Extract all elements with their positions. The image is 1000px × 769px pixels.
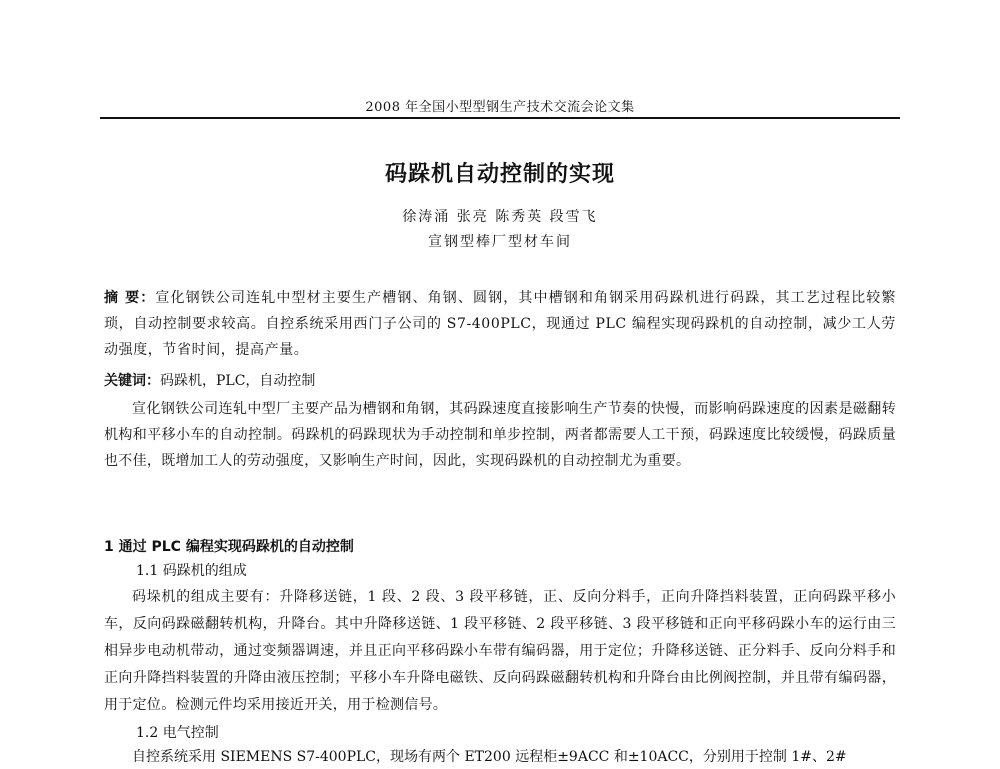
subsection-1-1-heading: 1.1 码跺机的组成 [136, 563, 247, 579]
abstract-text: 宣化钢铁公司连轧中型材主要生产槽钢、角钢、圆钢，其中槽钢和角钢采用码跺机进行码跺，其工艺过程比较繁琐，自动控制要求较高。自控系统采用西门子公司的 S7-400PLC，现通过 PLC 编程实现码跺机的自动控制，减少工人劳动强度，节省时间，提高产量。 [104, 290, 896, 358]
subsection-1-2-heading: 1.2 电气控制 [136, 725, 219, 741]
header-rule [100, 117, 900, 119]
paper-title: 码跺机自动控制的实现 [384, 161, 615, 187]
abstract-label: 摘 要： [104, 290, 156, 306]
running-header: 2008 年全国小型型钢生产技术交流会论文集 [365, 100, 635, 115]
keywords-label: 关键词： [104, 373, 160, 389]
intro-paragraph: 宣化钢铁公司连轧中型厂主要产品为槽钢和角钢，其码跺速度直接影响生产节奏的快慢，而影响码跺速度的因素是磁翻转机构和平移小车的自动控制。码跺机的码跺现状为手动控制和单步控制，两者都需要人工干预，码跺速度比较缓慢，码跺质量也不佳，既增加工人的劳动强度，又影响生产时间，因此，实现码跺机的自动控制尤为重要。 [104, 401, 896, 469]
subsection-1-2-paragraph: 自控系统采用 SIEMENS S7-400PLC，现场有两个 ET200 远程柜±9ACC 和±10ACC，分别用于控制 1#、2# [132, 749, 847, 765]
keywords-text: 码跺机，PLC，自动控制 [160, 373, 316, 389]
keywords [104, 369, 896, 393]
paper-authors: 徐涛涌 张亮 陈秀英 段雪飞 [402, 209, 598, 225]
abstract [104, 285, 896, 363]
subsection-1-1-paragraph: 码垛机的组成主要有：升降移送链，1 段、2 段、3 段平移链，正、反向分料手，正向升降挡料装置，正向码跺平移小车，反向码跺磁翻转机构，升降台。其中升降移送链、1 段平移链、2 段平移链、3 段平移链和正向平移码跺小车的运行由三相异步电动机带动，通过变频器调速，并且正向平移码跺小车带有编码器，用于定位；升降移送链、正分料手、反向分料手和正向升降挡料装置的升降由液压控制；平移小车升降电磁铁、反向码跺磁翻转机构和升降台由比例阀控制，并且带有编码器，用于定位。检测元件均采用接近开关，用于检测信号。 [104, 589, 896, 713]
section-1-heading: 1 通过 PLC 编程实现码跺机的自动控制 [104, 539, 354, 555]
paper-affiliation: 宣钢型棒厂型材车间 [428, 234, 572, 250]
